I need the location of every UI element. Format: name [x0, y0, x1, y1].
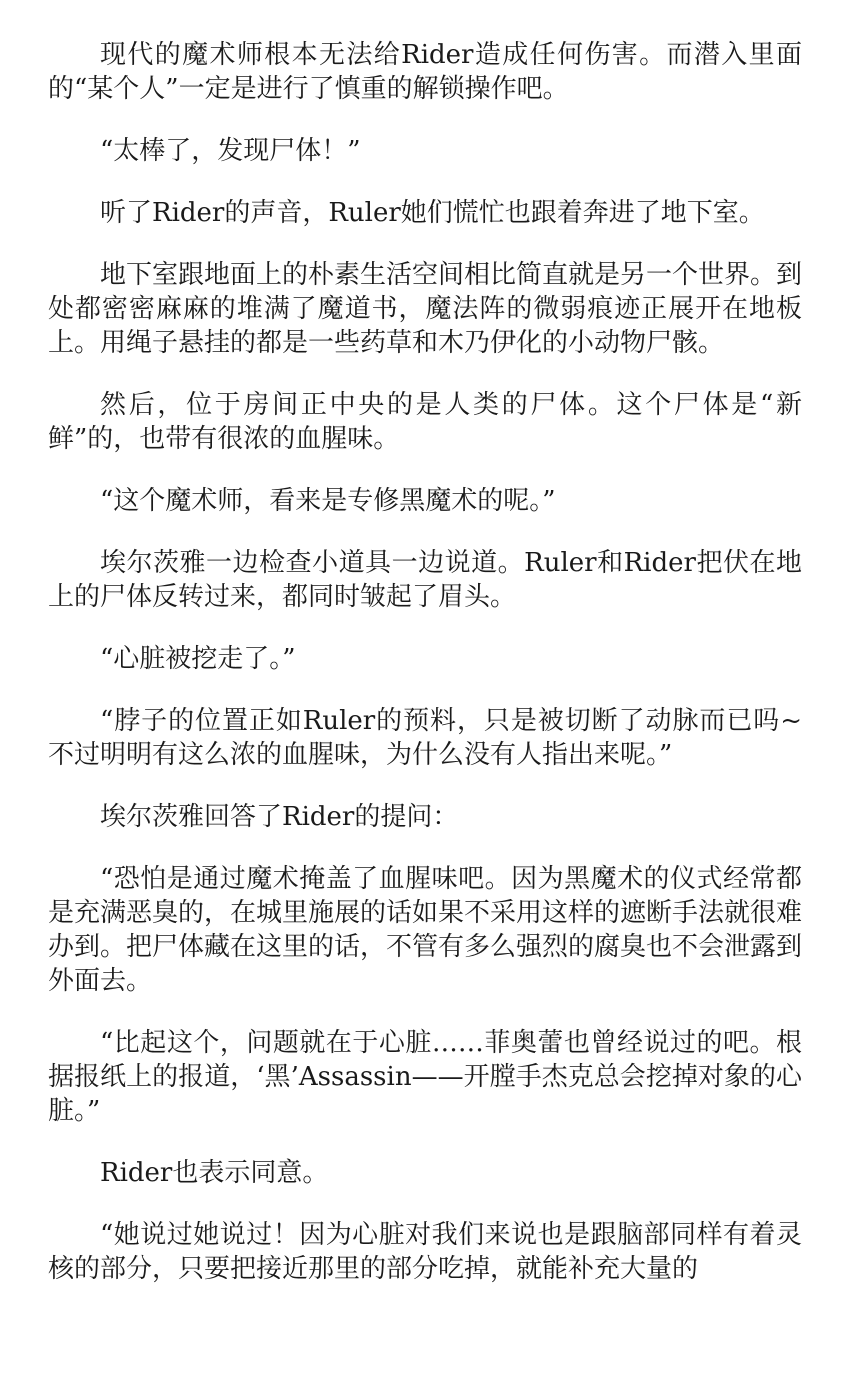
document-page — [48, 38, 802, 1314]
paragraph-13: Rider也表示同意。 — [100, 1158, 329, 1188]
paragraph-10: 埃尔茨雅回答了Rider的提问： — [100, 802, 459, 832]
paragraph-7: 埃尔茨雅一边检查小道具一边说道。Ruler和Rider把伏在地上的尸体反转过来，都同时皱起了眉头。 — [48, 548, 802, 612]
paragraph-4: 地下室跟地面上的朴素生活空间相比简直就是另一个世界。到处都密密麻麻的堆满了魔道书，魔法阵的微弱痕迹正展开在地板上。用绳子悬挂的都是一些药草和木乃伊化的小动物尸骸。 — [48, 260, 803, 358]
paragraph-9: “脖子的位置正如Ruler的预料，只是被切断了动脉而已吗~不过明明有这么浓的血腥味，为什么没有人指出来呢。” — [48, 706, 802, 770]
paragraph-2: “太棒了，发现尸体！” — [100, 136, 361, 166]
paragraph-1: 现代的魔术师根本无法给Rider造成任何伤害。而潜入里面的“某个人”一定是进行了慎重的解锁操作吧。 — [48, 40, 802, 104]
paragraph-11: “恐怕是通过魔术掩盖了血腥味吧。因为黑魔术的仪式经常都是充满恶臭的，在城里施展的话如果不采用这样的遮断手法就很难办到。把尸体藏在这里的话，不管有多么强烈的腐臭也不会泄露到外面去。 — [48, 864, 803, 996]
paragraph-14: “她说过她说过！因为心脏对我们来说也是跟脑部同样有着灵核的部分，只要把接近那里的部分吃掉，就能补充大量的 — [48, 1220, 802, 1284]
paragraph-8: “心脏被挖走了。” — [100, 644, 296, 674]
paragraph-12: “比起这个，问题就在于心脏……菲奥蕾也曾经说过的吧。根据报纸上的报道，‘黑’Assassin——开膛手杰克总会挖掉对象的心脏。” — [48, 1028, 802, 1126]
paragraph-6: “这个魔术师，看来是专修黑魔术的呢。” — [100, 486, 556, 516]
paragraph-3: 听了Rider的声音，Ruler她们慌忙也跟着奔进了地下室。 — [100, 198, 765, 228]
paragraph-5: 然后，位于房间正中央的是人类的尸体。这个尸体是“新鲜”的，也带有很浓的血腥味。 — [48, 390, 802, 454]
